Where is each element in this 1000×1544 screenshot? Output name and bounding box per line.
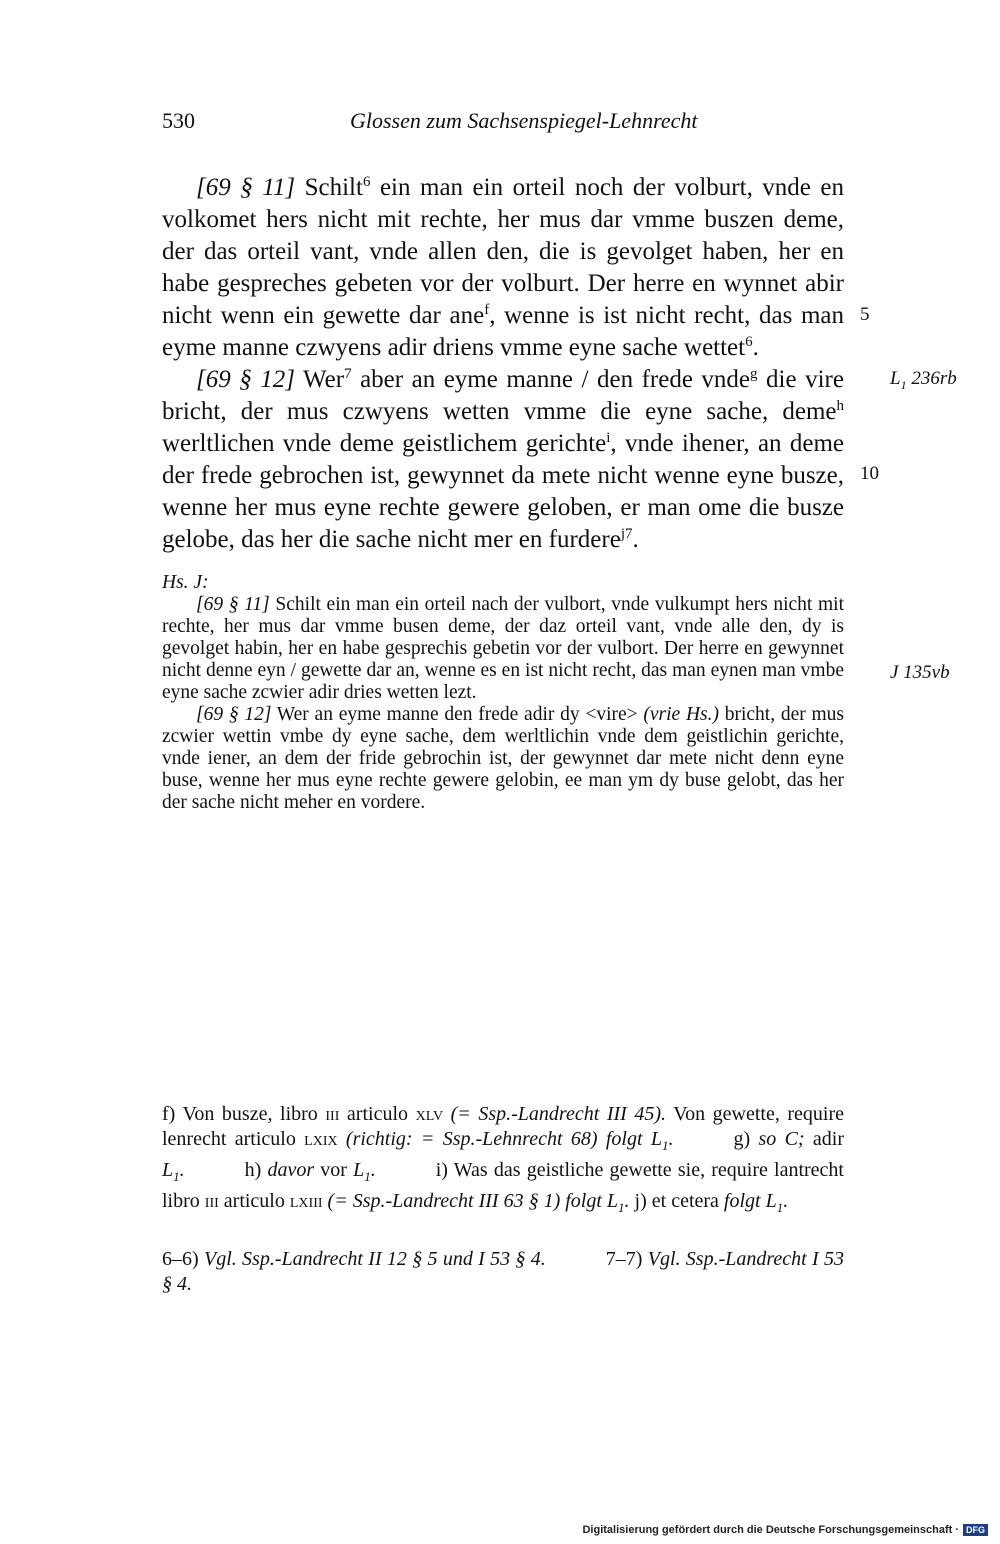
italic-span: L (162, 1159, 174, 1181)
roman-numeral: lxiii (289, 1190, 323, 1212)
note-g: g) (733, 1128, 759, 1150)
note-6-6: 6–6) (162, 1248, 199, 1270)
text-span: aber an eyme manne / den frede vnde (351, 366, 751, 393)
commentary-paragraph (162, 1247, 844, 1297)
text-span: Von gewette, require lenrecht articulo (162, 1103, 845, 1150)
section-ref: [69 § 11] (196, 174, 296, 201)
section-ref: [69 § 12] (196, 704, 272, 725)
text-span: ein man ein orteil noch der volburt, vnde en volkomet hers nicht mit rechte, her mus dar vmme buszen deme, der das orteil vant, vnde allen den, die is gevolget haben, her en habe gespreches gebeten vor der volburt. Der herre en wynnet abir nicht wenn ein gewette dar ane (162, 174, 845, 329)
footnote-mark: g (750, 366, 758, 382)
hs-paragraph-69-12 (162, 704, 844, 814)
text-span: die vire bricht, der mus czwyens wetten vmme die eyne sache, deme (162, 366, 844, 425)
apparatus-notes (162, 1102, 844, 1220)
italic-span: folgt L (723, 1190, 777, 1212)
roman-numeral: xlv (415, 1103, 444, 1125)
line-number-10: 10 (860, 463, 879, 484)
footnote-mark: 6 (745, 334, 753, 350)
text-span: . (370, 1159, 376, 1181)
hs-label (162, 572, 844, 594)
section-ref: [69 § 11] (196, 594, 270, 615)
text-span: vor (314, 1159, 354, 1181)
footnote-mark: 6 (362, 174, 371, 190)
italic-span: so C; (758, 1128, 805, 1150)
paragraph-69-12 (162, 364, 844, 556)
text-span: , vnde ihener, an deme der frede gebrochen ist, gewynnet da mete nicht wenne eyne busze, wenne her mus eyne rechte gewere geloben, er man ome die busze gelobe, das her die sache nicht mer en furdere (162, 430, 844, 553)
dfg-logo: DFG (963, 1524, 988, 1536)
folio-number: 236rb (906, 368, 957, 389)
manuscript-j-block (162, 572, 844, 814)
text-span: . (179, 1159, 185, 1181)
editorial-note: (vrie Hs.) (643, 704, 719, 725)
funding-text: Digitalisierung gefördert durch die Deutsche Forschungsgemeinschaft · (582, 1524, 959, 1536)
critical-apparatus (162, 1102, 844, 1220)
text-span: Wer (294, 366, 345, 393)
text-span: . (783, 1190, 789, 1212)
italic-span: (richtig: = Ssp.-Lehnrecht 68) folgt L (337, 1128, 662, 1150)
italic-span: (= Ssp.-Landrecht III 45). (443, 1103, 667, 1125)
italic-span: davor (267, 1159, 315, 1181)
text-span: Wer an eyme manne den frede adir dy <vire> (271, 704, 644, 725)
subscript: 1 (776, 1200, 784, 1215)
italic-span: (= Ssp.-Landrecht III 63 § 1) folgt L (322, 1190, 619, 1212)
folio-subscript: 1 (900, 377, 907, 392)
italic-span: Vgl. Ssp.-Landrecht II 12 § 5 und I 53 § 4. (198, 1248, 546, 1270)
text-span: . (624, 1190, 630, 1212)
text-span: adir (804, 1128, 844, 1150)
subscript: 1 (618, 1200, 625, 1215)
paragraph-69-11 (162, 172, 844, 364)
margin-folio-ref-j: J 135vb (890, 662, 950, 683)
roman-numeral: iii (204, 1190, 219, 1212)
text-span: articulo (218, 1190, 290, 1212)
commentary-notes (162, 1247, 844, 1297)
text-span: , wenne is ist nicht recht, das man eyme manne czwyens adir driens vmme eyne sache wettet (162, 302, 844, 361)
subscript: 1 (364, 1169, 371, 1184)
subscript: 1 (173, 1169, 180, 1184)
text-span: Schilt ein man ein orteil nach der vulbort, vnde vulkumpt hers nicht mit rechte, her mus dar vmme busen deme, der daz orteil vant, vnde alle den, dy is gevolget habin, her en habe gesprechis gebetin vor der vulbort. Der herre en gewynnet nicht denne eyn / gewette dar an, wenne es en ist nicht recht, das man eynen man vmbe eyne sache zcwier adir dries wetten lezt. (162, 594, 844, 703)
text-span: . (632, 526, 639, 553)
text-span: werltlichen vnde deme geistlichem gerichte (162, 430, 607, 457)
note-i: i) Was das geistliche gewette sie, require lantrecht libro (162, 1159, 844, 1212)
hs-label-text: Hs. J: (162, 572, 209, 593)
text-span: . (752, 334, 759, 361)
text-span: bricht, der mus zcwier wettin vmbe dy eyne sache, dem werltlichin vnde dem geistlichin gerichte, vnde iener, an dem der fride gebrochin ist, der gewynnet dar mete nicht denn eyne buse, wenne her mus eyne rechte gewere gelobin, ee man ym dy buse gelobt, das her der sache nicht meher en vordere. (162, 704, 844, 813)
italic-span: L (353, 1159, 365, 1181)
italic-span: Vgl. Ssp.-Landrecht I 53 § 4. (162, 1248, 845, 1295)
roman-numeral: lxix (304, 1128, 338, 1150)
footnote-mark: 7 (344, 366, 352, 382)
text-span: Schilt (295, 174, 363, 201)
footnote-mark: f (484, 302, 490, 318)
note-j: j) et cetera (634, 1190, 724, 1212)
note-h: h) (244, 1159, 268, 1181)
text-span: articulo (339, 1103, 416, 1125)
margin-folio-ref (890, 368, 957, 393)
main-text (162, 172, 844, 556)
note-7-7: 7–7) (605, 1248, 643, 1270)
hs-paragraph-69-11 (162, 594, 844, 704)
subscript: 1 (661, 1138, 669, 1153)
footnote-mark: h (836, 398, 844, 414)
roman-numeral: iii (325, 1103, 340, 1125)
note-f: f) Von busze, libro (162, 1103, 318, 1125)
folio-letter: L (890, 368, 901, 389)
footnote-mark: j7 (620, 526, 633, 542)
line-number-5: 5 (860, 304, 870, 325)
page-number: 530 (162, 108, 195, 133)
funding-footer (582, 1524, 988, 1536)
footnote-mark: i (606, 430, 611, 446)
running-title: Glossen zum Sachsenspiegel-Lehnrecht (350, 108, 698, 133)
text-span: . (668, 1128, 674, 1150)
section-ref: [69 § 12] (196, 366, 295, 393)
